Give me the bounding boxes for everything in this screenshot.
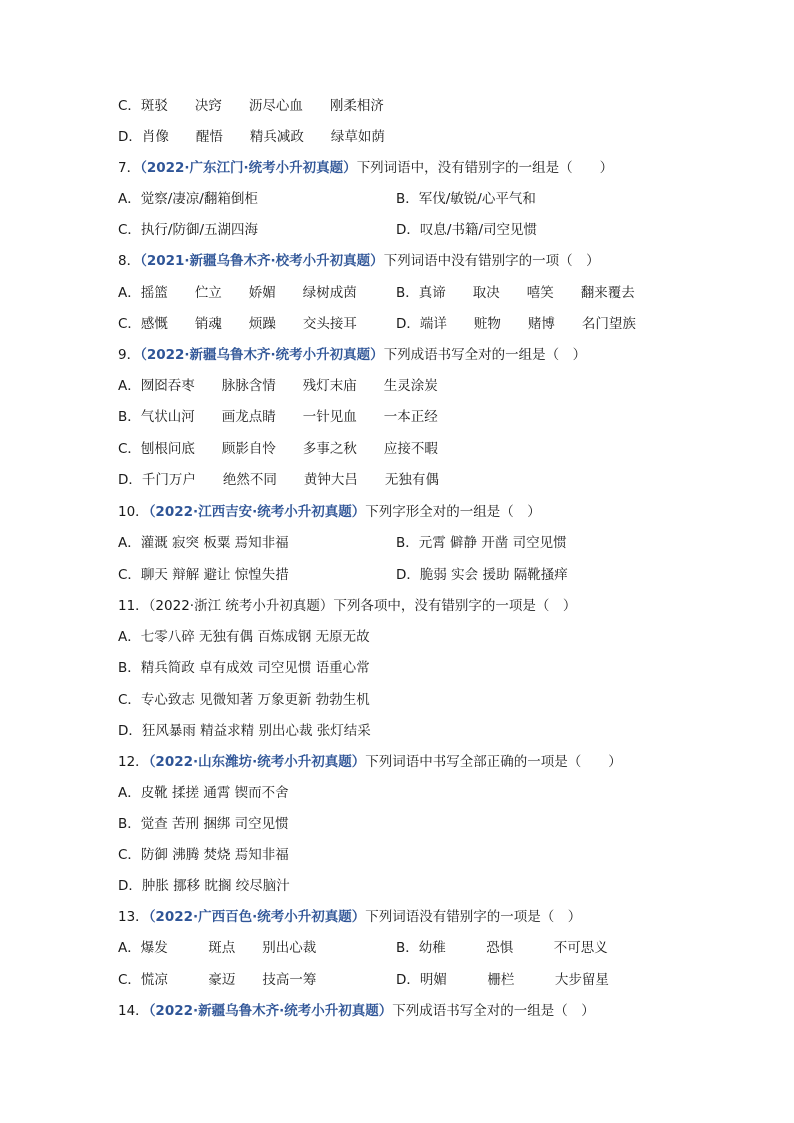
text-segment: 下列词语没有错别字的一项是（ ） [365, 909, 582, 925]
text-segment: 11．（2022·浙江 统考小升初真题）下列各项中，没有错别字的一项是（ ） [118, 598, 577, 614]
text-line [118, 1001, 595, 1021]
text-line [118, 470, 439, 490]
text-line [118, 876, 290, 896]
text-line [118, 970, 316, 990]
text-segment: C．慌凉 豪迈 技高一筹 [118, 972, 317, 988]
text-line [118, 533, 289, 553]
text-segment: D．肖像 醒悟 精兵减政 绿草如荫 [118, 129, 385, 145]
text-segment: A．灌溉 寂突 板粟 焉知非福 [118, 535, 289, 551]
text-line [118, 189, 258, 209]
text-line [118, 752, 622, 772]
text-line [118, 814, 289, 834]
option-right-column: B．元霄 僻静 开凿 司空见惯 [396, 535, 567, 551]
text-line [118, 345, 586, 365]
text-segment: C．防御 沸腾 焚烧 焉知非福 [118, 847, 289, 863]
text-segment: A．摇篮 伫立 娇媚 绿树成茵 [118, 285, 357, 301]
question-source: （2022·江西吉安·统考小升初真题） [148, 504, 366, 520]
text-segment: D．千门万户 绝然不同 黄钟大吕 无独有偶 [118, 472, 439, 488]
text-line [118, 907, 581, 927]
text-segment: B．气状山河 画龙点睛 一针见血 一本正经 [118, 409, 438, 425]
text-segment: 13． [118, 909, 149, 925]
text-segment: 下列成语书写全对的一组是（ ） [392, 1003, 595, 1019]
option-right-column: D．叹息/书籍/司空见惯 [396, 222, 537, 238]
text-segment: 9． [118, 347, 141, 363]
option-right-column: B．真谛 取决 嘻笑 翻来覆去 [396, 285, 635, 301]
text-segment: C．刨根问底 顾影自怜 多事之秋 应接不暇 [118, 441, 438, 457]
text-segment: A．觉察/凄凉/翻箱倒柜 [118, 191, 258, 207]
text-line [118, 407, 438, 427]
text-line [118, 502, 541, 522]
text-line [118, 658, 370, 678]
option-right-column: D．端详 赃物 赌博 名门望族 [396, 316, 636, 332]
text-line [118, 721, 371, 741]
text-segment: D．狂风暴雨 精益求精 别出心裁 张灯结采 [118, 723, 371, 739]
text-line [118, 690, 370, 710]
text-segment: 下列词语中，没有错别字的一组是（ ） [356, 160, 614, 176]
text-line [118, 845, 289, 865]
text-segment: 下列词语中没有错别字的一项（ ） [383, 253, 600, 269]
text-segment: 12． [118, 754, 149, 770]
text-segment: 下列成语书写全对的一组是（ ） [383, 347, 587, 363]
text-line [118, 314, 357, 334]
option-right-column: B．军伐/敏锐/心平气和 [396, 191, 536, 207]
text-segment: A．皮靴 揉搓 通霄 锲而不舍 [118, 785, 289, 801]
text-segment: C．执行/防御/五湖四海 [118, 222, 259, 238]
text-segment: B．觉查 苦刑 捆绑 司空见惯 [118, 816, 289, 832]
option-right-column: D．明媚 栅栏 大步留星 [396, 972, 609, 988]
text-line [118, 376, 438, 396]
text-segment: A．七零八碎 无独有偶 百炼成钢 无原无故 [118, 629, 370, 645]
text-segment: 7． [118, 160, 141, 176]
text-line [118, 627, 370, 647]
text-segment: D．肿胀 挪移 眈搁 绞尽脑汁 [118, 878, 290, 894]
text-segment: C．斑驳 决窍 沥尽心血 刚柔相济 [118, 98, 384, 114]
question-source: （2021·新疆乌鲁木齐·校考小升初真题） [140, 253, 384, 269]
text-segment: C．专心致志 见微知著 万象更新 勃勃生机 [118, 692, 370, 708]
option-right-column: D．脆弱 实会 援助 隔靴搔痒 [396, 567, 568, 583]
text-line [118, 565, 289, 585]
text-line [118, 127, 385, 147]
text-segment: C．感慨 销魂 烦躁 交头接耳 [118, 316, 357, 332]
text-segment: B．精兵简政 卓有成效 司空见惯 语重心常 [118, 660, 370, 676]
question-source: （2022·新疆乌鲁木齐·统考小升初真题） [148, 1003, 393, 1019]
text-segment: 10． [118, 504, 149, 520]
text-segment: A．囫囵吞枣 脉脉含情 残灯末庙 生灵涂炭 [118, 378, 438, 394]
question-source: （2022·广西百色·统考小升初真题） [148, 909, 366, 925]
text-segment: 下列字形全对的一组是（ ） [365, 504, 541, 520]
text-line [118, 158, 613, 178]
question-source: （2022·广东江门·统考小升初真题） [140, 160, 357, 176]
text-line [118, 938, 316, 958]
text-segment: 下列词语中书写全部正确的一项是（ ） [365, 754, 622, 770]
text-segment: 8． [118, 253, 141, 269]
question-source: （2022·新疆乌鲁木齐·统考小升初真题） [140, 347, 384, 363]
text-line [118, 251, 600, 271]
question-source: （2022·山东潍坊·统考小升初真题） [148, 754, 366, 770]
text-segment: A．爆发 斑点 别出心裁 [118, 940, 317, 956]
text-line [118, 220, 258, 240]
text-line [118, 596, 576, 616]
text-segment: C．聊天 辩解 避让 惊惶失措 [118, 567, 289, 583]
text-line [118, 283, 357, 303]
text-line [118, 96, 384, 116]
text-line [118, 783, 289, 803]
text-line [118, 439, 438, 459]
option-right-column: B．幼稚 恐惧 不可思义 [396, 940, 608, 956]
text-segment: 14． [118, 1003, 149, 1019]
